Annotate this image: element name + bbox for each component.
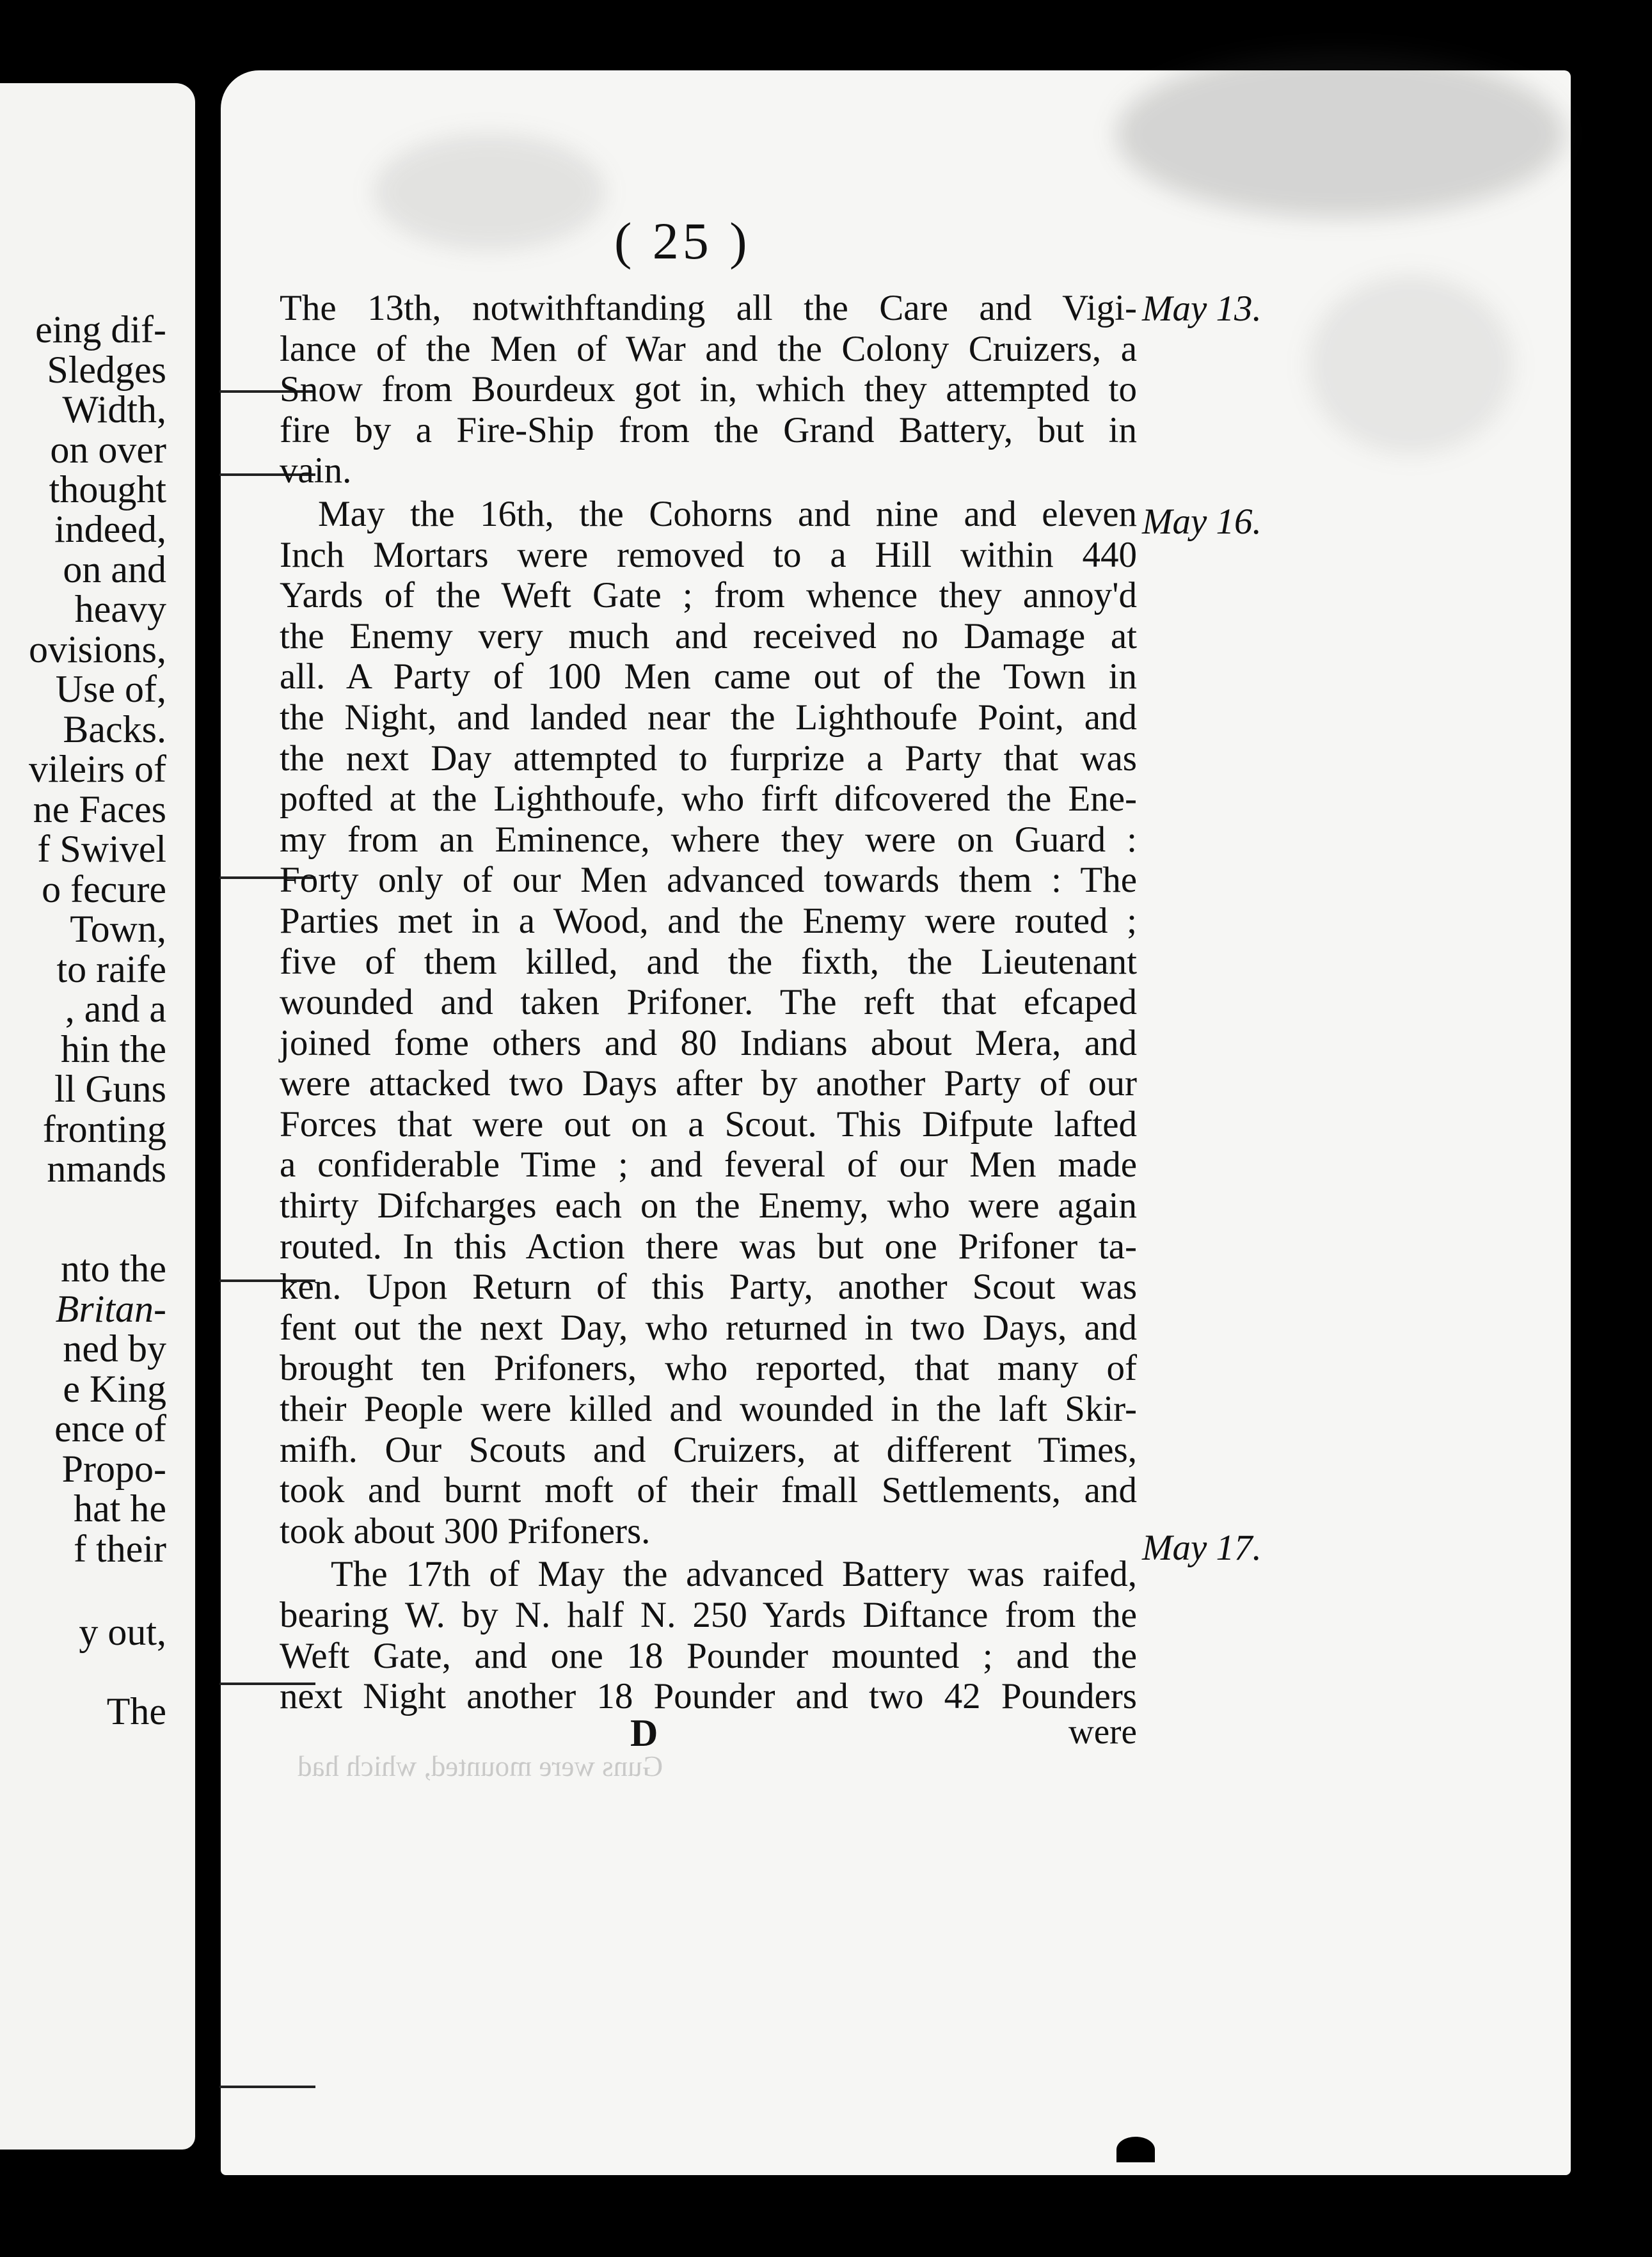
left-line: ned by [63, 1327, 166, 1370]
stain [1308, 275, 1513, 454]
left-line: ovisions, [28, 628, 166, 670]
text-line: five of them killed, and the fixth, the Lieutenant [280, 941, 1137, 982]
left-line: on and [63, 548, 166, 590]
text-line: Forces that were out on a Scout. This Difpute lafted [280, 1104, 1137, 1144]
left-line: Width, [62, 388, 166, 431]
left-line: o fecure [42, 868, 166, 910]
left-line: f Swivel [37, 828, 166, 870]
left-line: Propo- [61, 1448, 166, 1490]
margin-note-may-17: May 17. [1142, 1528, 1262, 1568]
signature-mark: D [630, 1712, 658, 1754]
text-line: the Enemy very much and received no Damage at [280, 615, 1137, 656]
left-line: Backs. [63, 708, 166, 750]
text-line: joined fome others and 80 Indians about Mera, and [280, 1022, 1137, 1063]
text-line: Forty only of our Men advanced towards them : The [280, 860, 1137, 901]
text-line: mifh. Our Scouts and Cruizers, at different Times, [280, 1429, 1137, 1470]
left-line: vileirs of [29, 748, 166, 790]
margin-note-may-13: May 13. [1142, 289, 1262, 329]
text-line: Yards of the Weft Gate ; from whence they annoy'd [280, 575, 1137, 616]
text-line: wounded and taken Prifoner. The reft that efcaped [280, 982, 1137, 1023]
text-line: were attacked two Days after by another Party of our [280, 1063, 1137, 1104]
left-line: Britan- [55, 1288, 166, 1330]
text-line: a confiderable Time ; and feveral of our Men made [280, 1144, 1137, 1185]
text-line: Inch Mortars were removed to a Hill within 440 [280, 534, 1137, 575]
left-line: heavy [74, 588, 166, 630]
text-line: The 17th of May the advanced Battery was raifed, [331, 1554, 1137, 1595]
text-line: my from an Eminence, where they were on Guard : [280, 819, 1137, 860]
text-line: vain. [280, 450, 352, 491]
text-line: lance of the Men of War and the Colony Cruizers, a [280, 328, 1137, 369]
stain [374, 134, 605, 249]
left-line: Sledges [47, 349, 166, 391]
left-line: ne Faces [33, 788, 166, 830]
left-line: nto the [61, 1247, 166, 1290]
text-line: brought ten Prifoners, who reported, that many of [280, 1348, 1137, 1389]
text-line: next Night another 18 Pounder and two 42 Pounders [280, 1676, 1137, 1717]
catchword: were [1068, 1712, 1137, 1751]
left-facing-page [0, 83, 195, 2150]
text-line: their People were killed and wounded in the laft Skir- [280, 1389, 1137, 1430]
left-line: eing dif- [35, 308, 166, 351]
text-line: took and burnt moft of their fmall Settlements, and [280, 1470, 1137, 1511]
text-line: bearing W. by N. half N. 250 Yards Diftance from the [280, 1595, 1137, 1635]
text-line: took about 300 Prifoners. [280, 1510, 651, 1551]
left-line: indeed, [54, 508, 166, 550]
left-line: fronting [42, 1108, 166, 1150]
text-line: routed. In this Action there was but one Prifoner ta- [280, 1226, 1137, 1267]
left-line: Town, [70, 908, 166, 950]
bleed-through-text: Guns were mounted, which had [298, 1750, 663, 1782]
left-line: ll Guns [54, 1068, 166, 1110]
text-line: fent out the next Day, who returned in two Days, and [280, 1307, 1137, 1348]
text-line: Weft Gate, and one 18 Pounder mounted ; and the [280, 1635, 1137, 1676]
text-line: fire by a Fire-Ship from the Grand Battery, but in [280, 409, 1137, 450]
margin-note-may-16: May 16. [1142, 502, 1262, 542]
left-line: to raife [56, 948, 166, 990]
left-line: hat he [74, 1487, 166, 1530]
body-text [280, 288, 1137, 1717]
text-line: The 13th, notwithftanding all the Care and Vigi- [280, 288, 1137, 328]
text-line: May the 16th, the Cohorns and nine and eleven [318, 493, 1137, 534]
torn-edge [1116, 2137, 1155, 2162]
left-line: The [106, 1690, 166, 1732]
left-line: , and a [65, 988, 166, 1030]
text-line: pofted at the Lighthoufe, who firft difcovered the Ene- [280, 779, 1137, 820]
text-line: Snow from Bourdeux got in, which they attempted to [280, 369, 1137, 410]
text-line: the Night, and landed near the Lighthoufe Point, and [280, 697, 1137, 738]
left-line: f their [74, 1528, 166, 1570]
left-line: thought [49, 468, 166, 511]
rule-mark [219, 2086, 315, 2088]
stain [1116, 51, 1564, 218]
left-line: e King [63, 1368, 166, 1410]
text-line: ken. Upon Return of this Party, another Scout was [280, 1267, 1137, 1308]
left-line: Use of, [55, 668, 166, 710]
document-page [221, 70, 1571, 2175]
text-line: all. A Party of 100 Men came out of the Town in [280, 656, 1137, 697]
text-line: Parties met in a Wood, and the Enemy were routed ; [280, 900, 1137, 941]
left-line: ence of [54, 1407, 166, 1450]
page-number: ( 25 ) [614, 212, 751, 270]
left-line: hin the [61, 1028, 166, 1070]
text-line: thirty Difcharges each on the Enemy, who were again [280, 1185, 1137, 1226]
text-line: the next Day attempted to furprize a Party that was [280, 738, 1137, 779]
left-line: nmands [47, 1148, 166, 1190]
left-line: on over [50, 429, 166, 471]
left-line: y out, [79, 1611, 166, 1653]
